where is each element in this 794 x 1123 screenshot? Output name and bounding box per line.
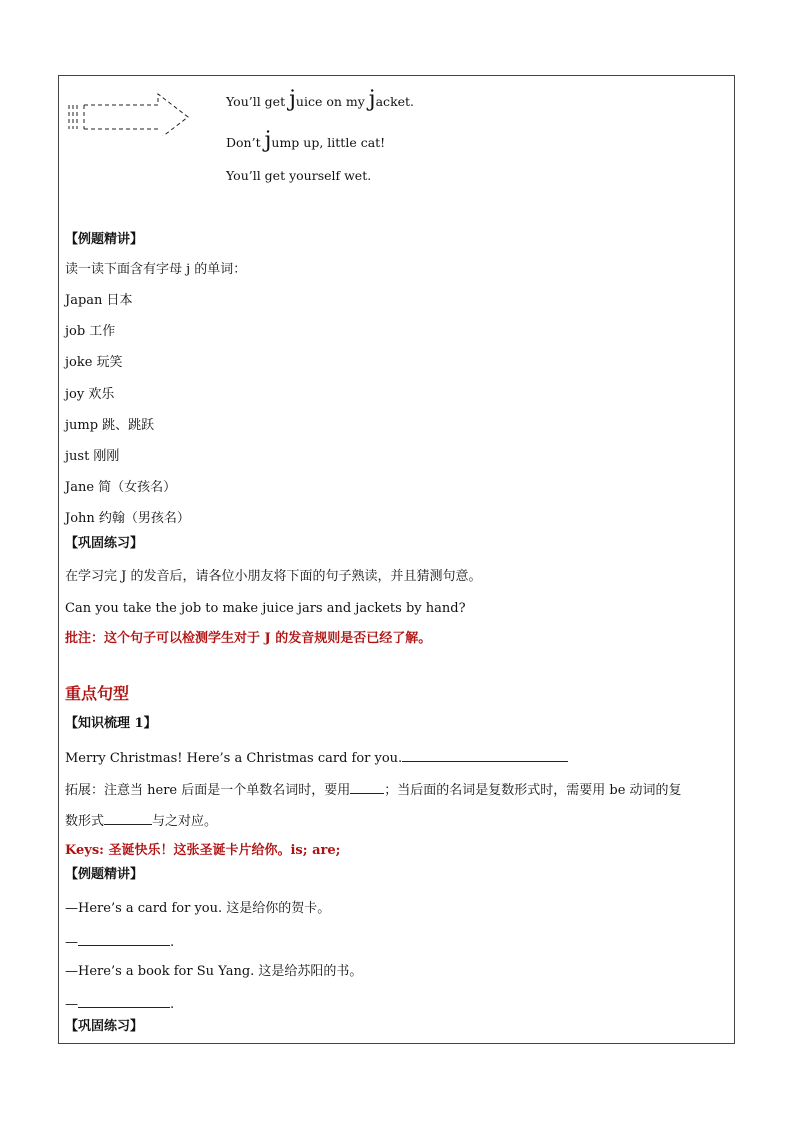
answer-line-2: — . <box>65 997 175 1012</box>
practice-heading: 【巩固练习】 <box>65 536 144 551</box>
example-heading-2: 【例题精讲】 <box>65 867 144 882</box>
arrow-icon <box>66 92 192 136</box>
practice-instructions: 在学习完 J 的发音后，请各位小朋友将下面的句子熟读，并且猜测句意。 <box>65 569 482 584</box>
answer-blank[interactable] <box>350 781 384 794</box>
answer-blank[interactable] <box>78 933 170 946</box>
rhyme-line-1: You’ll get juice on my jacket. <box>226 87 415 112</box>
word-item: job 工作 <box>65 324 116 339</box>
word-item: joke 玩笑 <box>65 355 123 370</box>
word-item: just 刚刚 <box>65 449 120 464</box>
example-heading: 【例题精讲】 <box>65 232 144 247</box>
example-sentence-2: —Here’s a book for Su Yang. 这是给苏阳的书。 <box>65 964 363 979</box>
word-item: jump 跳、跳跃 <box>65 418 155 433</box>
word-item: Jane 简（女孩名） <box>65 480 177 495</box>
section-title: 重点句型 <box>65 684 130 703</box>
example-sentence-1: —Here’s a card for you. 这是给你的贺卡。 <box>65 901 331 916</box>
answer-blank[interactable] <box>402 749 568 762</box>
content-frame <box>58 75 735 1044</box>
key-sentence: Merry Christmas! Here’s a Christmas card for you. <box>65 749 568 767</box>
knowledge-heading: 【知识梳理 1】 <box>65 716 157 731</box>
rhyme-line-2: Don’t jump up, little cat! <box>226 128 386 153</box>
word-item: joy 欢乐 <box>65 387 115 402</box>
answer-blank[interactable] <box>78 995 170 1008</box>
extension-line-1: 拓展：注意当 here 后面是一个单数名词时，要用 ；当后面的名词是复数形式时，需要用 be 动词的复 <box>65 783 682 798</box>
answer-blank[interactable] <box>104 812 152 825</box>
answer-keys: Keys: 圣诞快乐！这张圣诞卡片给你。is; are; <box>65 843 341 858</box>
words-intro: 读一读下面含有字母 j 的单词： <box>65 262 247 277</box>
answer-line-1: — . <box>65 935 175 950</box>
word-item: Japan 日本 <box>65 293 133 308</box>
rhyme-line-3: You’ll get yourself wet. <box>226 168 372 183</box>
extension-line-2: 数形式 与之对应。 <box>65 814 218 829</box>
teacher-note: 批注：这个句子可以检测学生对于 J 的发音规则是否已经了解。 <box>65 631 432 646</box>
practice-heading-2: 【巩固练习】 <box>65 1019 144 1034</box>
practice-sentence: Can you take the job to make juice jars and jackets by hand? <box>65 601 466 616</box>
word-item: John 约翰（男孩名） <box>65 511 190 526</box>
